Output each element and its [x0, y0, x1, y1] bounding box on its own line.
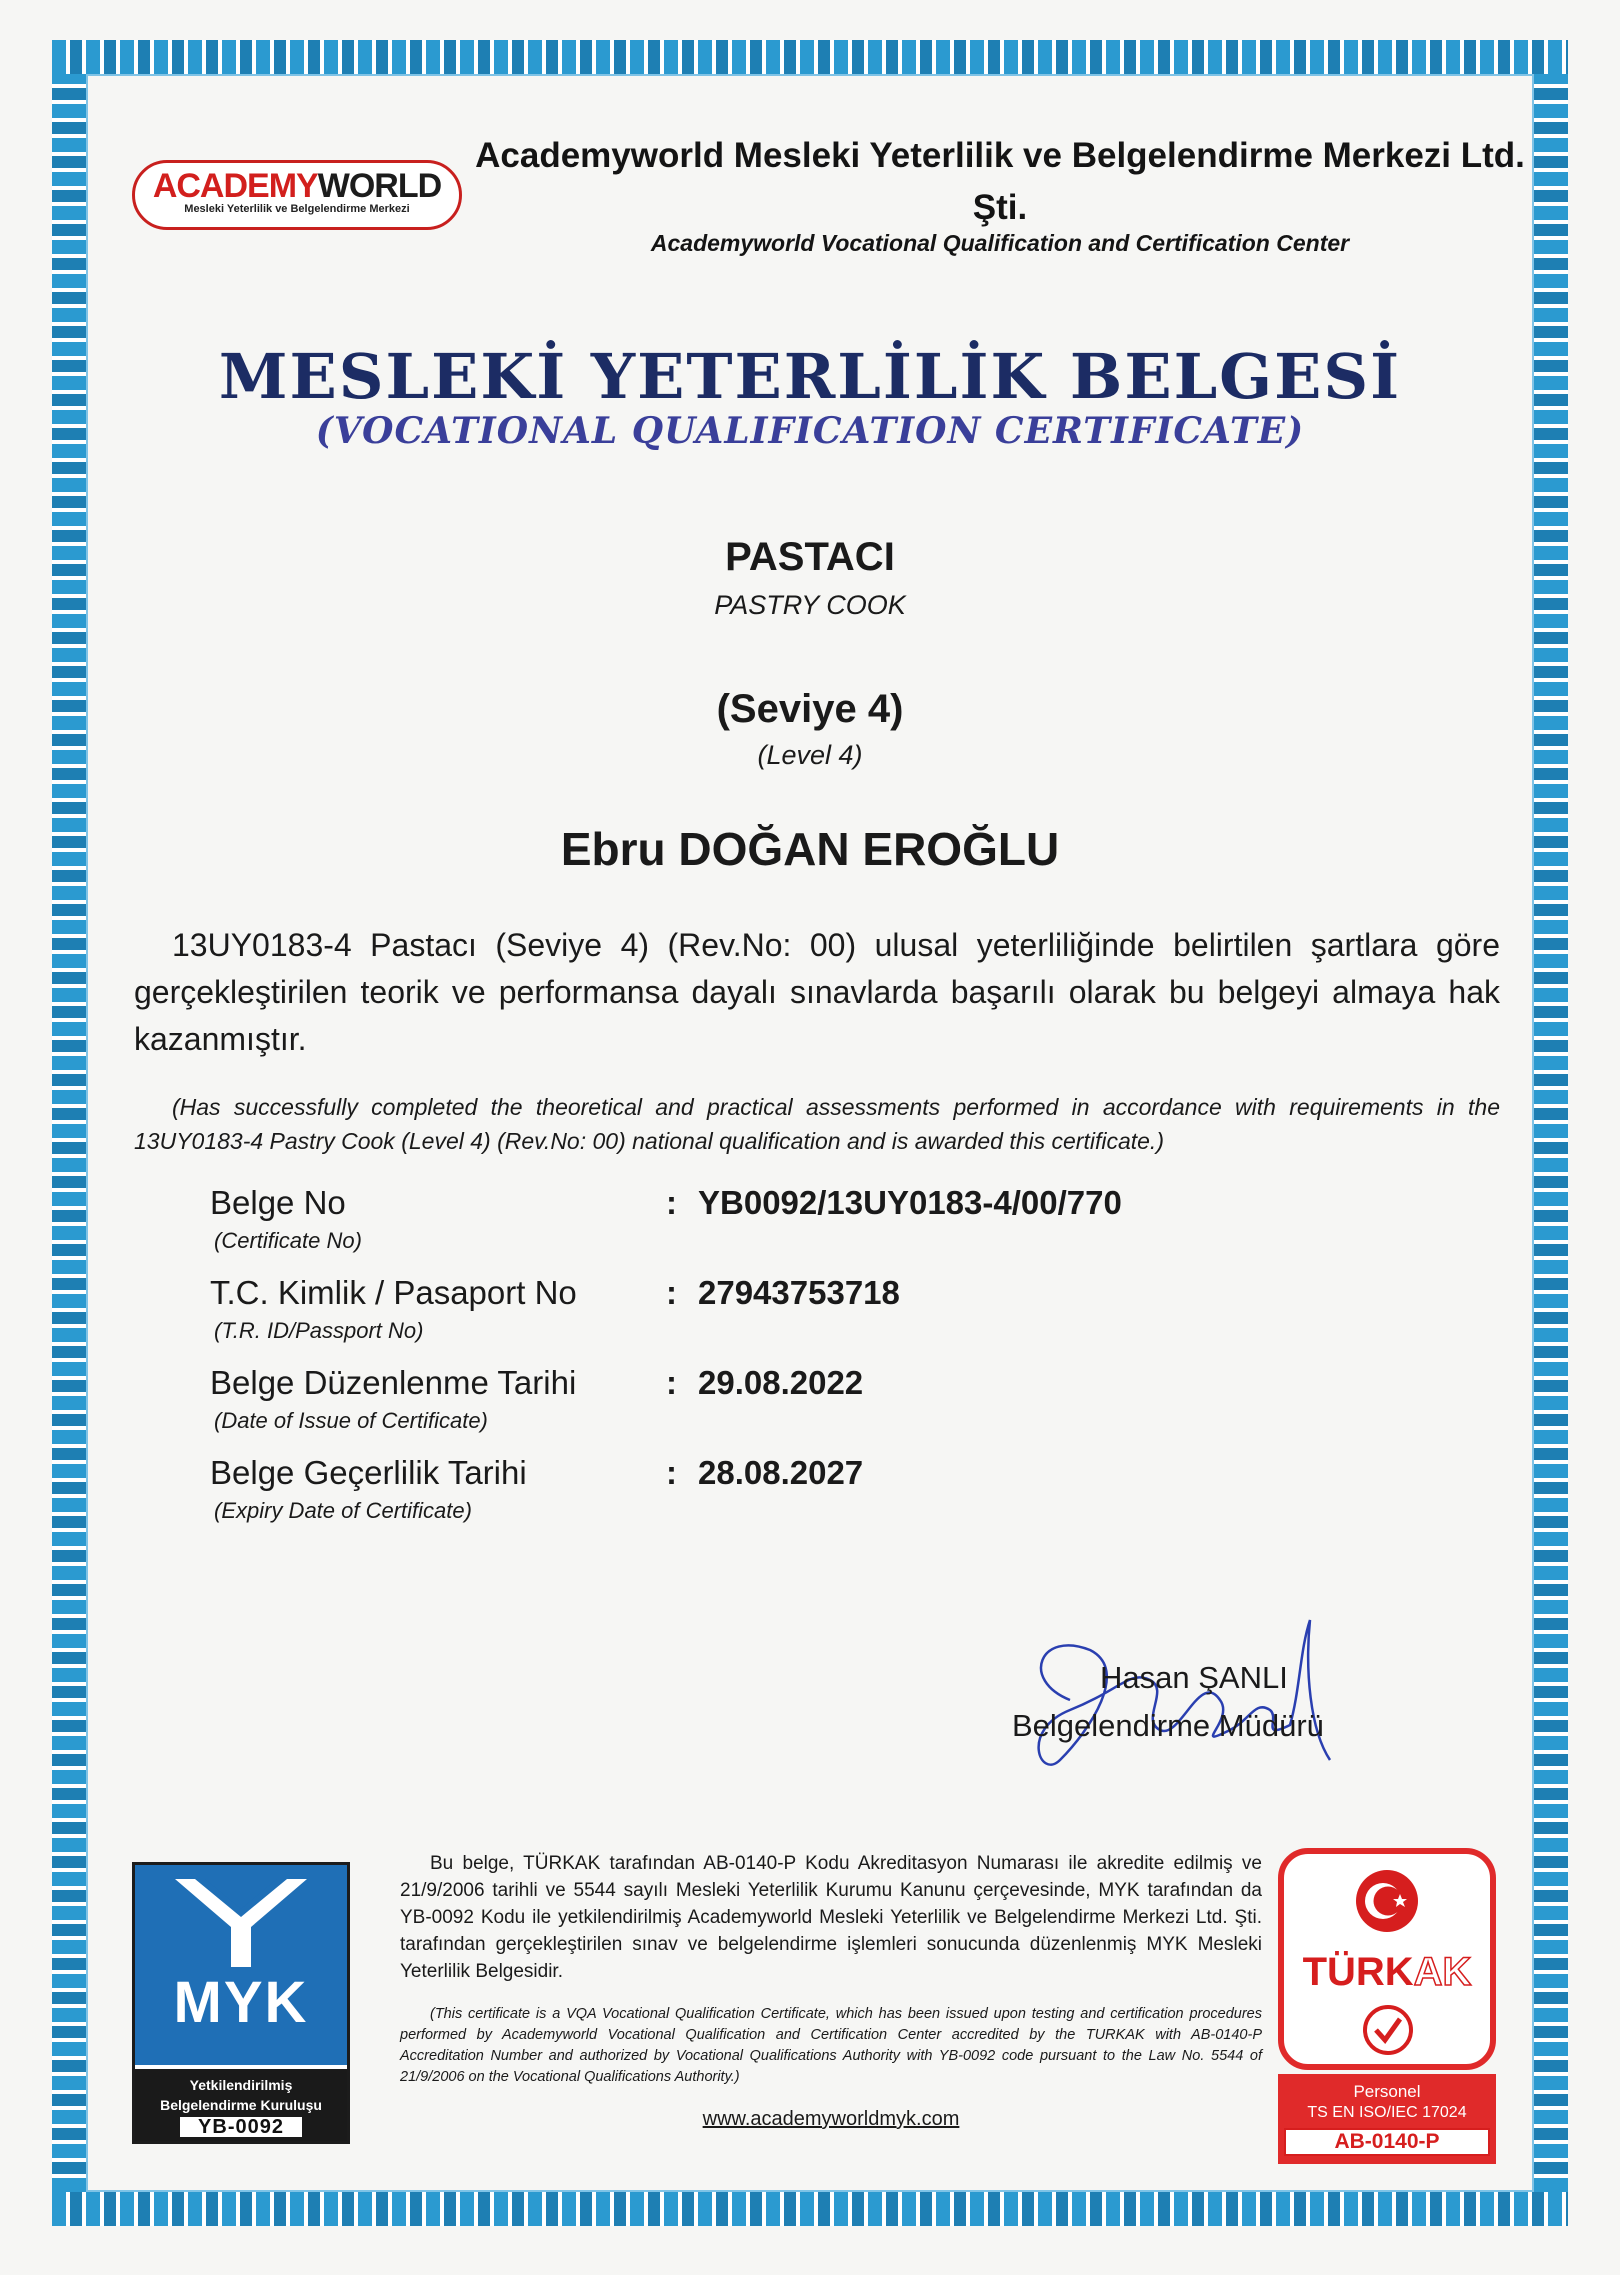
field-label: T.C. Kimlik / Pasaport No — [210, 1274, 577, 1311]
field-colon: : — [666, 1184, 677, 1221]
field-label-en: (Expiry Date of Certificate) — [214, 1498, 472, 1523]
field-value: 28.08.2027 — [698, 1454, 864, 1491]
legal-text-en: (This certificate is a VQA Vocational Qualification Certificate, which has been issued upon testing and certification procedures performed by Academyworld Vocational Qualification and Certification Center accredited by the TURKAK with AB-0140-P Accreditation Number and authorized by Vocational Qualifications Authority with YB-0092 code pursuant to the Law No. 5544 of 21/9/2006 on the Vocational Qualifications Authority.) — [400, 2006, 1262, 2085]
turkak-word-a: TÜRK — [1302, 1950, 1414, 1994]
field-value: 27943753718 — [698, 1274, 900, 1311]
statement-tr: 13UY0183-4 Pastacı (Seviye 4) (Rev.No: 00) ulusal yeterliliğinde belirtilen şartlara göre gerçekleştirilen teorik ve performansa dayalı sınavlarda başarılı olarak bu belgeyi almaya hak kazanmıştır. — [134, 927, 1500, 1057]
center-name-tr: Academyworld Mesleki Yeterlilik ve Belgelendirme Merkezi Ltd. Şti. — [475, 136, 1525, 227]
field-label-en: (T.R. ID/Passport No) — [214, 1318, 424, 1343]
logo-word-world: WORLD — [317, 167, 442, 205]
field-label-en: (Date of Issue of Certificate) — [214, 1408, 488, 1433]
certificate-fields — [210, 1184, 1410, 1544]
myk-line1: Yetkilendirilmiş — [189, 2077, 293, 2093]
level-tr: (Seviye 4) — [716, 687, 904, 731]
field-issue-date — [210, 1364, 1410, 1454]
turkak-line1: Personel — [1353, 2082, 1421, 2101]
occupation-en: PASTRY COOK — [714, 590, 906, 620]
myk-code: YB-0092 — [180, 2117, 302, 2137]
field-value: 29.08.2022 — [698, 1364, 864, 1401]
center-name-en: Academyworld Vocational Qualification and Certification Center — [650, 230, 1350, 256]
website-link[interactable]: www.academyworldmyk.com — [702, 2108, 960, 2130]
field-label: Belge No — [210, 1184, 346, 1221]
signer-name: Hasan ŞANLI — [1100, 1660, 1288, 1695]
field-label: Belge Geçerlilik Tarihi — [210, 1454, 527, 1491]
myk-caption — [135, 2069, 347, 2141]
logo-word-academy: ACADEMY — [152, 167, 318, 205]
crescent-star-icon — [1354, 1868, 1420, 1934]
myk-emblem — [135, 1865, 347, 2065]
field-value: YB0092/13UY0183-4/00/770 — [698, 1184, 1122, 1221]
field-expiry-date — [210, 1454, 1410, 1544]
turkak-accreditation — [1278, 2074, 1496, 2164]
logo-tagline: Mesleki Yeterlilik ve Belgelendirme Merkezi — [184, 203, 410, 215]
myk-logo — [132, 1862, 350, 2144]
occupation-tr: PASTACI — [725, 535, 895, 579]
field-id-no — [210, 1274, 1410, 1364]
field-colon: : — [666, 1274, 677, 1311]
certificate-title-en: (VOCATIONAL QUALIFICATION CERTIFICATE) — [315, 410, 1305, 452]
myk-line2: Belgelendirme Kuruluşu — [160, 2097, 322, 2113]
myk-text: MYK — [173, 1970, 309, 2035]
certificate-title: MESLEKİ YETERLİLİK BELGESİ — [218, 340, 1402, 413]
turkak-line2: TS EN ISO/IEC 17024 — [1307, 2104, 1467, 2121]
turkak-code: AB-0140-P — [1284, 2128, 1490, 2156]
myk-y-icon — [135, 1865, 347, 1975]
turkak-word — [1284, 1950, 1490, 1995]
checkmark-icon — [1362, 2004, 1414, 2056]
statement-en: (Has successfully completed the theoretical and practical assessments performed in accordance with requirements in the 13UY0183-4 Pastry Cook (Level 4) (Rev.No: 00) national qualification and is awarded this certificate.) — [134, 1094, 1500, 1154]
field-colon: : — [666, 1454, 677, 1491]
field-certificate-no — [210, 1184, 1410, 1274]
field-label: Belge Düzenlenme Tarihi — [210, 1364, 577, 1401]
legal-text-tr: Bu belge, TÜRKAK tarafından AB-0140-P Kodu Akreditasyon Numarası ile akredite edilmiş ve 21/9/2006 tarihli ve 5544 sayılı Mesleki Yeterlilik Kurumu Kanunu çerçevesinde, MYK tarafından da YB-0092 Kodu ile yetkilendirilmiş Academyworld Mesleki Yeterlilik ve Belgelendirme Merkezi Ltd. Şti. tarafından gerçekleştirilen sınav ve belgelendirme işlemleri sonucunda düzenlenmiş MYK Mesleki Yeterlilik Belgesidir. — [400, 1853, 1262, 1982]
level-en: (Level 4) — [757, 740, 863, 770]
signer-title: Belgelendirme Müdürü — [1012, 1708, 1324, 1743]
academyworld-logo — [132, 160, 462, 230]
turkak-word-b: AK — [1413, 1950, 1472, 1994]
field-label-en: (Certificate No) — [214, 1228, 362, 1253]
holder-name: Ebru DOĞAN EROĞLU — [560, 823, 1060, 875]
turkak-logo — [1278, 1848, 1496, 2070]
field-colon: : — [666, 1364, 677, 1401]
